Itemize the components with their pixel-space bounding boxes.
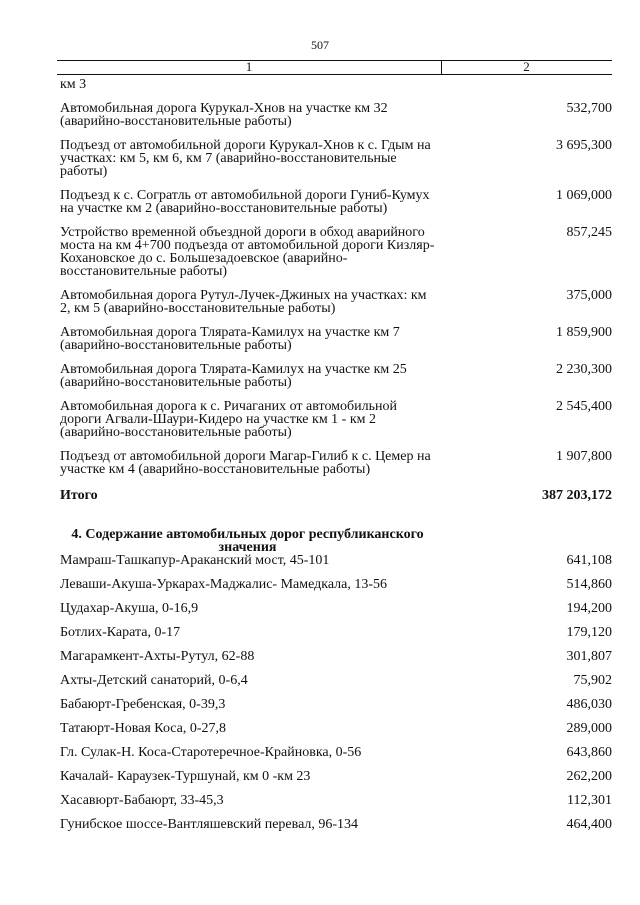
- table-row: [60, 139, 612, 178]
- row-value: 2 230,300: [556, 362, 612, 377]
- table-row: [60, 102, 612, 128]
- column-header-2: 2: [523, 59, 530, 74]
- row-text: км 3: [60, 77, 87, 92]
- row-text: Подъезд от автомобильной дороги Курукал-Хнов к с. Гдым на участках: км 5, км 6, км 7 (аварийно-восстановительные работы): [60, 138, 431, 179]
- row-text: Татаюрт-Новая Коса, 0-27,8: [60, 721, 227, 736]
- table-row: [60, 722, 612, 735]
- row-value: 301,807: [566, 649, 612, 664]
- total-label: Итого: [60, 488, 98, 503]
- table-header-rule: [57, 74, 612, 75]
- row-value: 194,200: [566, 601, 612, 616]
- row-value: 112,301: [567, 793, 612, 808]
- table-body: [60, 78, 612, 831]
- row-value: 1 069,000: [556, 188, 612, 203]
- table-row: [60, 650, 612, 663]
- row-value: 532,700: [566, 101, 612, 116]
- table-row: [60, 698, 612, 711]
- row-text: Автомобильная дорога к с. Ричаганих от автомобильной дороги Агвали-Шаури-Кидеро на участке км 1 - км 2 (аварийно-восстановительные работы): [60, 399, 398, 440]
- table-row: [60, 189, 612, 215]
- row-text: Хасавюрт-Бабаюрт, 33-45,3: [60, 793, 224, 808]
- row-value: 262,200: [566, 769, 612, 784]
- row-value: 1 907,800: [556, 449, 612, 464]
- table-row: [60, 674, 612, 687]
- row-value: 375,000: [566, 288, 612, 303]
- row-text: Гл. Сулак-Н. Коса-Старотеречное-Крайновка, 0-56: [60, 745, 362, 760]
- table-row: [60, 818, 612, 831]
- row-text: Автомобильная дорога Тлярата-Камилух на участке км 7 (аварийно-восстановительные работы): [60, 325, 400, 353]
- row-value: 179,120: [566, 625, 612, 640]
- table-row: [60, 363, 612, 389]
- table-row: [60, 400, 612, 439]
- table-row: [60, 794, 612, 807]
- row-value: 641,108: [566, 553, 612, 568]
- row-value: 1 859,900: [556, 325, 612, 340]
- table-row: [60, 626, 612, 639]
- table-row: [60, 78, 612, 91]
- row-value: 289,000: [566, 721, 612, 736]
- table-row: [60, 326, 612, 352]
- row-text: Мамраш-Ташкапур-Араканский мост, 45-101: [60, 553, 330, 568]
- total-row: [60, 489, 612, 502]
- table-row: [60, 602, 612, 615]
- row-value: 514,860: [566, 577, 612, 592]
- table-row: [60, 578, 612, 591]
- row-text: Магарамкент-Ахты-Рутул, 62-88: [60, 649, 255, 664]
- table-row: [60, 770, 612, 783]
- table-row: [60, 450, 612, 476]
- total-value: 387 203,172: [542, 488, 612, 503]
- row-value: 857,245: [566, 225, 612, 240]
- row-text: Бабаюрт-Гребенская, 0-39,3: [60, 697, 226, 712]
- row-text: Подъезд от автомобильной дороги Магар-Гилиб к с. Цемер на участке км 4 (аварийно-восстановительные работы): [60, 449, 431, 477]
- table-row: [60, 289, 612, 315]
- row-text: Подъезд к с. Согратль от автомобильной дороги Гуниб-Кумух на участке км 2 (аварийно-восстановительные работы): [60, 188, 430, 216]
- column-header-1: 1: [245, 59, 253, 74]
- row-text: Цудахар-Акуша, 0-16,9: [60, 601, 199, 616]
- row-text: Устройство временной объездной дороги в обход аварийного моста на км 4+700 подъезда от автомобильной дороги Кизляр-Кохановское до с. Большезадоевское (аварийно-восстановительные работы): [60, 225, 435, 279]
- row-text: Гунибское шоссе-Вантляшевский перевал, 96-134: [60, 817, 359, 832]
- row-text: Автомобильная дорога Рутул-Лучек-Джиных на участках: км 2, км 5 (аварийно-восстановительные работы): [60, 288, 427, 316]
- row-text: Ахты-Детский санаторий, 0-6,4: [60, 673, 248, 688]
- section-title: 4. Содержание автомобильных дорог республиканского значения: [71, 527, 424, 555]
- row-value: 3 695,300: [556, 138, 612, 153]
- row-value: 2 545,400: [556, 399, 612, 414]
- row-text: Автомобильная дорога Курукал-Хнов на участке км 32 (аварийно-восстановительные работы): [60, 101, 388, 129]
- table-row: [60, 226, 612, 278]
- page-number: 507: [311, 38, 329, 52]
- row-text: Леваши-Акуша-Уркарах-Маджалис- Мамедкала, 13-56: [60, 577, 388, 592]
- table-row: [60, 554, 612, 567]
- table-row: [60, 746, 612, 759]
- row-value: 486,030: [566, 697, 612, 712]
- row-value: 75,902: [573, 673, 612, 688]
- row-text: Ботлих-Карата, 0-17: [60, 625, 181, 640]
- row-value: 643,860: [566, 745, 612, 760]
- row-value: 464,400: [566, 817, 612, 832]
- row-text: Автомобильная дорога Тлярата-Камилух на участке км 25 (аварийно-восстановительные работы): [60, 362, 407, 390]
- row-text: Качалай- Караузек-Туршунай, км 0 -км 23: [60, 769, 311, 784]
